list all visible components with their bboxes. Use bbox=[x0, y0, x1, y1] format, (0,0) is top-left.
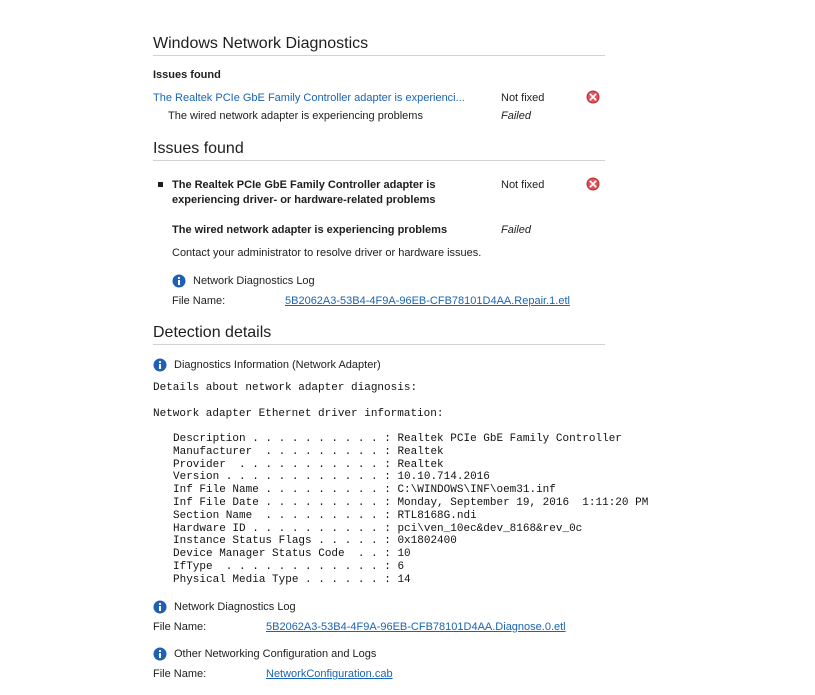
property-value: RTL8168G.ndi bbox=[397, 509, 477, 522]
issue-bullet bbox=[158, 182, 163, 187]
property-label: Provider . . . . . . . . . . . : bbox=[173, 458, 391, 471]
property-row bbox=[173, 548, 648, 561]
summary-issue-link[interactable]: The Realtek PCIe GbE Family Controller adapter is experienci... bbox=[153, 92, 465, 104]
property-value: Realtek bbox=[397, 458, 444, 471]
property-label: Section Name . . . . . . . . . : bbox=[173, 509, 391, 522]
property-row bbox=[173, 433, 648, 446]
title-divider bbox=[153, 55, 605, 56]
property-value: 0x1802400 bbox=[397, 535, 457, 548]
issue-status: Not fixed bbox=[501, 179, 545, 191]
property-row bbox=[173, 459, 648, 472]
error-icon bbox=[586, 90, 600, 104]
property-value: 6 bbox=[397, 560, 405, 573]
other-file-link[interactable]: NetworkConfiguration.cab bbox=[266, 668, 393, 680]
repair-log-title: Network Diagnostics Log bbox=[193, 275, 315, 287]
diagnose-file-link[interactable]: 5B2062A3-53B4-4F9A-96EB-CFB78101D4AA.Diagnose.0.etl bbox=[266, 621, 566, 633]
info-icon bbox=[153, 600, 167, 614]
property-label: Inf File Name . . . . . . . . . : bbox=[173, 484, 391, 497]
adapter-properties-list bbox=[173, 433, 648, 587]
diag-intro-2: Network adapter Ethernet driver information: bbox=[153, 408, 444, 420]
adapter-properties bbox=[173, 433, 648, 587]
diagnose-file-label: File Name: bbox=[153, 621, 207, 633]
property-label: Version . . . . . . . . . . . . : bbox=[173, 471, 391, 484]
info-icon bbox=[153, 358, 167, 372]
page-title: Windows Network Diagnostics bbox=[153, 35, 369, 52]
detection-divider bbox=[153, 344, 605, 345]
property-row bbox=[173, 561, 648, 574]
property-row bbox=[173, 484, 648, 497]
error-icon bbox=[586, 177, 600, 191]
issues-divider bbox=[153, 160, 605, 161]
info-icon bbox=[172, 274, 186, 288]
property-row bbox=[173, 523, 648, 536]
property-value: pci\ven_10ec&dev_8168&rev_0c bbox=[397, 522, 583, 535]
property-value: Realtek bbox=[397, 445, 444, 458]
property-label: Physical Media Type . . . . . . : bbox=[173, 573, 391, 586]
repair-file-label: File Name: bbox=[172, 295, 226, 307]
property-value: 14 bbox=[397, 573, 411, 586]
repair-file-link[interactable]: 5B2062A3-53B4-4F9A-96EB-CFB78101D4AA.Repair.1.etl bbox=[285, 295, 570, 307]
diag-info-title: Diagnostics Information (Network Adapter) bbox=[174, 359, 381, 371]
property-row bbox=[173, 446, 648, 459]
property-label: Instance Status Flags . . . . . : bbox=[173, 535, 391, 548]
property-label: Device Manager Status Code . . : bbox=[173, 548, 391, 561]
issue-title-line1: The Realtek PCIe GbE Family Controller adapter is bbox=[172, 179, 436, 191]
property-label: Description . . . . . . . . . . : bbox=[173, 433, 391, 445]
issue-title-line2: experiencing driver- or hardware-related problems bbox=[172, 194, 436, 206]
other-config-title: Other Networking Configuration and Logs bbox=[174, 648, 377, 660]
issues-heading: Issues found bbox=[153, 140, 244, 157]
property-value: Monday, September 19, 2016 1:11:20 PM bbox=[397, 496, 649, 509]
property-label: IfType . . . . . . . . . . . . : bbox=[173, 560, 391, 573]
detection-heading: Detection details bbox=[153, 324, 272, 341]
diagnose-log-title: Network Diagnostics Log bbox=[174, 601, 296, 613]
property-row bbox=[173, 471, 648, 484]
other-file-label: File Name: bbox=[153, 668, 207, 680]
property-value: 10.10.714.2016 bbox=[397, 471, 490, 484]
summary-sub-status: Failed bbox=[501, 110, 531, 122]
property-value: Realtek PCIe GbE Family Controller bbox=[397, 433, 622, 445]
property-label: Inf File Date . . . . . . . . . : bbox=[173, 496, 391, 509]
diag-intro-1: Details about network adapter diagnosis: bbox=[153, 382, 418, 394]
property-row bbox=[173, 510, 648, 523]
property-row bbox=[173, 574, 648, 587]
sub-issue-title: The wired network adapter is experiencing problems bbox=[172, 224, 448, 236]
advice-text: Contact your administrator to resolve driver or hardware issues. bbox=[172, 247, 482, 259]
property-value: 10 bbox=[397, 548, 411, 561]
property-label: Hardware ID . . . . . . . . . . : bbox=[173, 522, 391, 535]
sub-issue-status: Failed bbox=[501, 224, 531, 236]
property-label: Manufacturer . . . . . . . . . : bbox=[173, 445, 391, 458]
info-icon bbox=[153, 647, 167, 661]
property-row bbox=[173, 535, 648, 548]
summary-sub-issue: The wired network adapter is experiencing problems bbox=[168, 110, 423, 122]
summary-heading: Issues found bbox=[153, 69, 221, 81]
property-row bbox=[173, 497, 648, 510]
property-value: C:\WINDOWS\INF\oem31.inf bbox=[397, 484, 556, 497]
summary-issue-status: Not fixed bbox=[501, 92, 545, 104]
